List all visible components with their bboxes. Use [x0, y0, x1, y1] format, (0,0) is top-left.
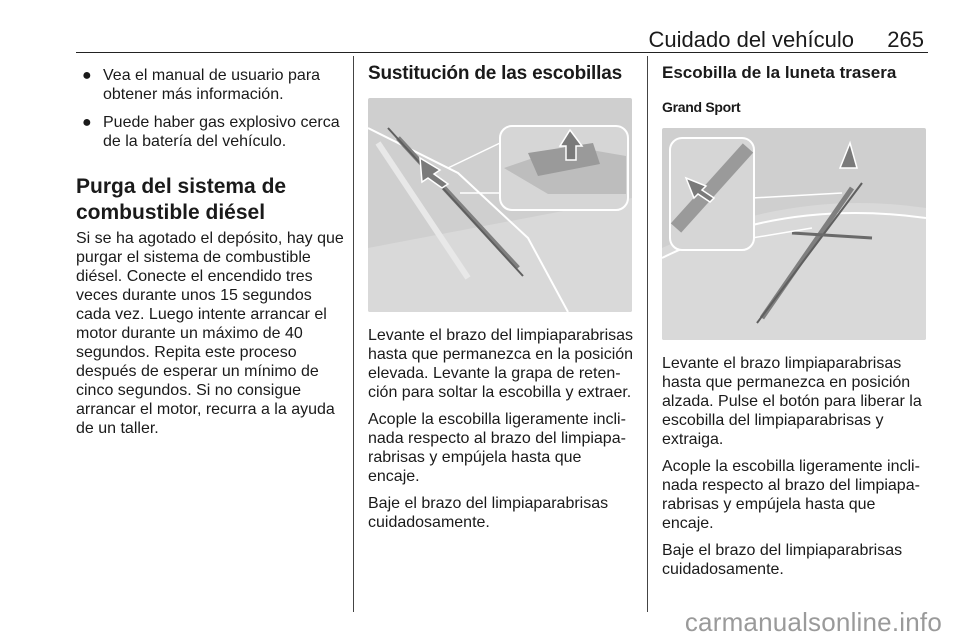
section-heading: Escobilla de la luneta trasera	[662, 63, 897, 82]
bullet-text: Puede haber gas explosivo cerca de la batería del vehículo.	[103, 114, 340, 150]
section-heading: Purga del sistema de combustible diésel	[76, 175, 287, 224]
column-divider	[647, 56, 648, 612]
bullet-item	[76, 113, 344, 151]
body-text: Baje el brazo del limpiaparabrisas cuidadosamente.	[368, 495, 609, 531]
page-header	[76, 24, 928, 53]
subsection-heading: Grand Sport	[662, 99, 741, 115]
column-divider	[353, 56, 354, 612]
page-number: 265	[887, 27, 924, 52]
bullet-item	[76, 66, 344, 104]
section-title: Cuidado del vehículo	[648, 27, 854, 52]
wiper-arm-illustration	[368, 98, 632, 312]
bullet-text: Vea el manual de usuario para obtener más información.	[103, 67, 321, 103]
body-text: Acople la escobilla ligeramente incli-nada respecto al brazo del limpiapa-rabrisas y empújela hasta que encaje.	[368, 411, 626, 485]
body-text: Baje el brazo del limpiaparabrisas cuidadosamente.	[662, 542, 903, 578]
watermark: carmanualsonline.info	[684, 607, 942, 637]
column-left	[76, 62, 344, 446]
bullet-list	[76, 66, 344, 151]
bullet-icon: ●	[82, 67, 92, 84]
column-middle	[368, 62, 634, 540]
bullet-icon: ●	[82, 114, 92, 131]
rear-wiper-illustration	[662, 128, 926, 340]
body-text: Acople la escobilla ligeramente incli-nada respecto al brazo del limpiapa-rabrisas y empújela hasta que encaje.	[662, 458, 920, 532]
body-text: Levante el brazo limpiaparabrisas hasta que permanezca en posición alzada. Pulse el botón para liberar la escobilla del limpiaparabrisas y extraiga.	[662, 355, 922, 448]
body-text: Si se ha agotado el depósito, hay que purgar el sistema de combustible diésel. Conecte el encendido tres veces durante unos 15 segundos cada vez. Luego intente arrancar el motor durante un máximo de 40 segundos. Repita este proceso después de esperar un mínimo de cinco segundos. Si no consigue arrancar el motor, recurra a la ayuda de un taller.	[76, 230, 344, 437]
body-text: Levante el brazo del limpiaparabrisas hasta que permanezca en la posición elevada. Levante la grapa de reten-ción para soltar la escobilla y extraer.	[368, 327, 634, 401]
section-heading: Sustitución de las escobillas	[368, 63, 622, 84]
column-right	[662, 62, 928, 587]
